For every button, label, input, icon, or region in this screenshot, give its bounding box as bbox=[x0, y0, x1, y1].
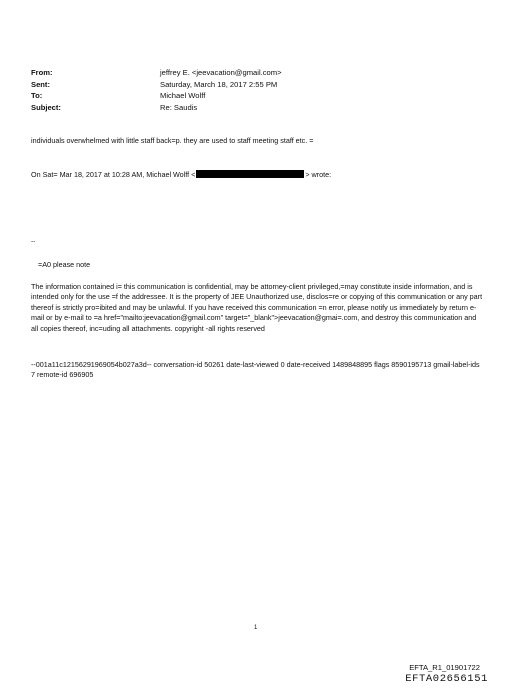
quote-line bbox=[31, 170, 331, 180]
sent-value: Saturday, March 18, 2017 2:55 PM bbox=[160, 79, 278, 89]
bates-number-small: EFTA_R1_01901722 bbox=[409, 663, 480, 672]
note-line: =A0 please note bbox=[38, 260, 91, 269]
sent-label: Sent: bbox=[31, 79, 50, 89]
from-value: jeffrey E. <jeevacation@gmail.com> bbox=[160, 68, 282, 77]
quote-prefix: On Sat= Mar 18, 2017 at 10:28 AM, Michael Wolff < bbox=[31, 170, 196, 179]
separator-dashes: -- bbox=[31, 238, 36, 245]
confidentiality-disclaimer: The information contained i= this communication is confidential, may be attorney-client privileged,=may constitute inside information, and is intended only for the use =f the addressee. It is the property of JEE Unauthorized use, disclos=re or copying of this communication or any part thereof is strictly pro=ibited and may be unlawful. If you have received this communication =n error, please notify us immediately by return e-mail or by e-mail to =a href="mailto:jeevacation@gmail.com" target="_blank">jeevacation@gmai=.com, and destroy this communication and all copies thereof, inc=uding all attachments. copyright -all rights reserved bbox=[31, 282, 483, 333]
body-line-1: individuals overwhelmed with little staff back=p. they are used to staff meeting staff etc. = bbox=[31, 136, 314, 145]
quote-suffix: > wrote: bbox=[305, 170, 332, 179]
to-label: To: bbox=[31, 91, 43, 100]
page-number: 1 bbox=[254, 625, 258, 631]
subject-value: Re: Saudis bbox=[160, 102, 198, 112]
from-label: From: bbox=[31, 68, 53, 77]
redaction-bar bbox=[196, 170, 304, 178]
subject-label: Subject: bbox=[31, 102, 61, 112]
message-metadata: --001a11c12156291969054b027a3d-- conversation-id 50261 date-last-viewed 0 date-received 1489848895 flags 8590195713 gmail-label-ids 7 remote-id 696905 bbox=[31, 360, 480, 380]
to-value: Michael Wolff bbox=[160, 91, 206, 100]
bates-number-large: EFTA02656151 bbox=[405, 673, 488, 685]
